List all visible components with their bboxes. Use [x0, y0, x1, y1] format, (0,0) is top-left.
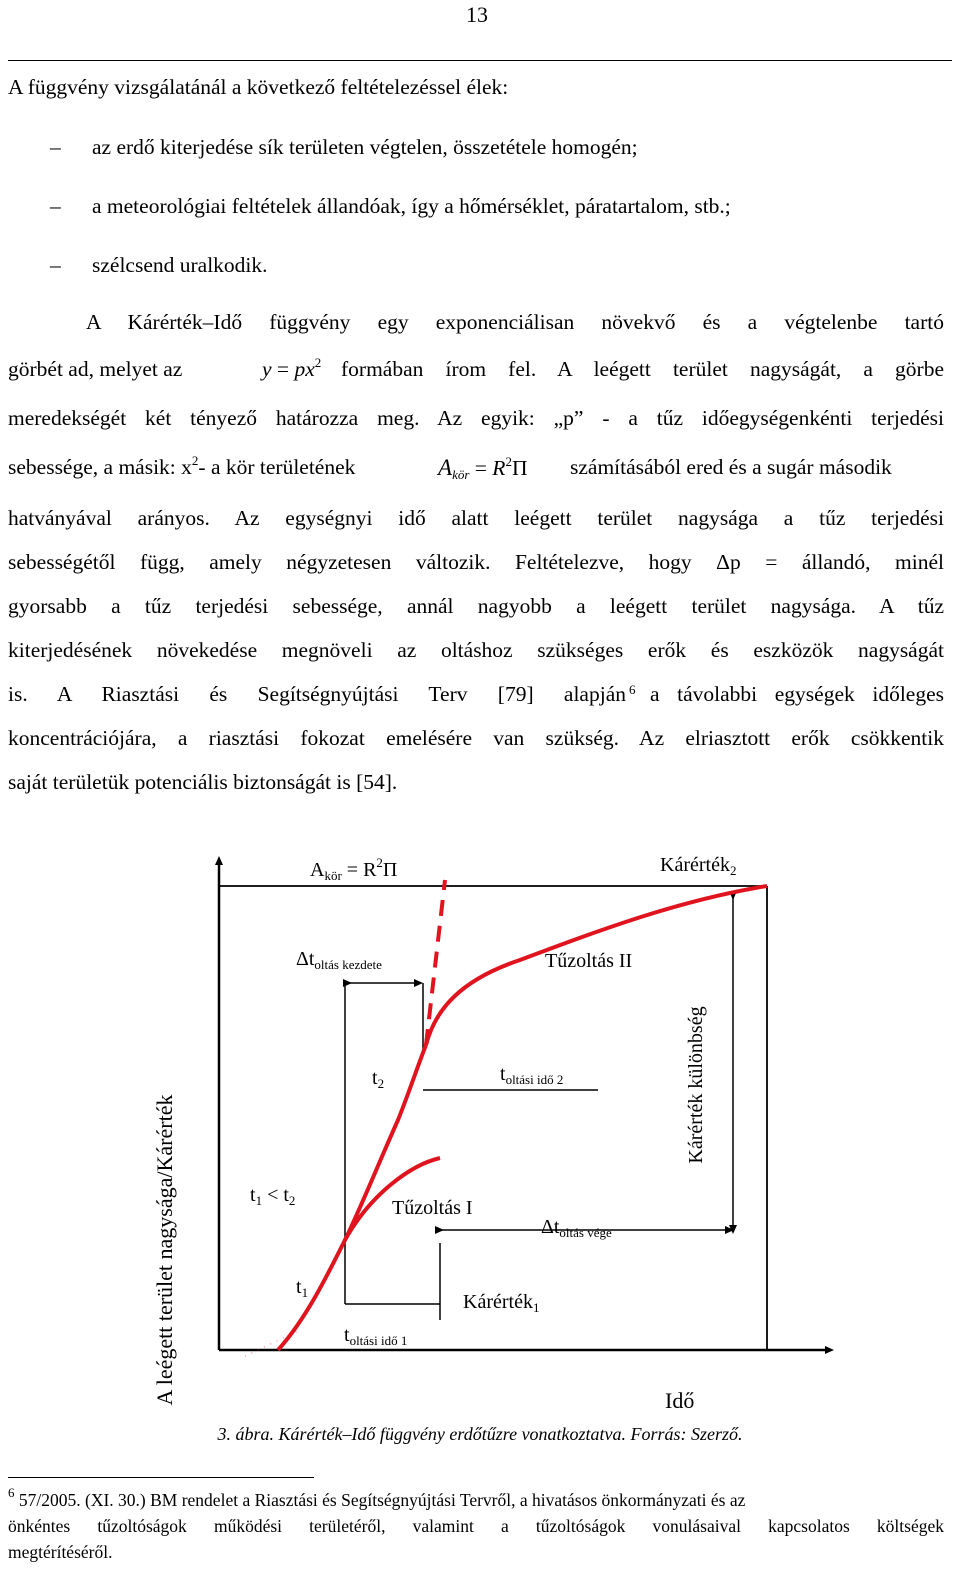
- label-text: t: [372, 1067, 378, 1089]
- bullet-dash: –: [50, 194, 61, 218]
- intro-line: A függvény vizsgálatánál a következő feltételezéssel élek:: [8, 75, 509, 99]
- formula-sub: kör: [324, 868, 342, 883]
- label-text: t: [500, 1063, 506, 1085]
- paragraph-line: meredekségét két tényező határozza meg. Az egyik: „p” - a tűz időegységenkénti terjedési: [8, 406, 944, 430]
- paragraph-line: sebességétől függ, amely négyzetesen változik. Feltételezve, hogy Δp = állandó, minél: [8, 550, 944, 574]
- formula-pi: Π: [382, 859, 398, 881]
- bullet-dash: –: [50, 135, 61, 159]
- karertek2-label: [660, 854, 736, 878]
- x-axis-label: Idő: [665, 1388, 695, 1413]
- figure-diagram: [0, 820, 960, 1420]
- text-span: is. A Riasztási és Segítségnyújtási Terv [79] alapján: [8, 682, 626, 706]
- label-sub: oltási idő 2: [505, 1072, 564, 1087]
- label-sub: 1: [255, 1193, 263, 1208]
- exponent: 2: [191, 453, 199, 468]
- label-sub: oltási idő 1: [349, 1333, 408, 1348]
- footnote-text: 57/2005. (XI. 30.) BM rendelet a Riasztási és Segítségnyújtási Tervről, a hivatásos önkormányzati és az: [14, 1490, 746, 1510]
- inline-formula: [262, 357, 321, 382]
- text-span: [8, 455, 355, 480]
- toltasi-ido1-label: [344, 1324, 407, 1348]
- dt-vege-label: [541, 1216, 612, 1240]
- bullet-text: szélcsend uralkodik.: [92, 253, 268, 277]
- formula-exp: 2: [314, 355, 322, 370]
- figure-caption: 3. ábra. Kárérték–Idő függvény erdőtűzre vonatkoztatva. Forrás: Szerző.: [217, 1424, 743, 1444]
- text-span: - a kör területének: [198, 455, 356, 479]
- text-span: formában írom fel. A leégett terület nagyságát, a görbe: [341, 357, 944, 381]
- footnote-rule: [8, 1477, 314, 1478]
- formula-var: A: [438, 455, 453, 480]
- formula-var: A: [310, 859, 325, 881]
- tuzoltas1-label: Tűzoltás I: [392, 1197, 473, 1219]
- paragraph-line: saját területük potenciális biztonságát is [54].: [8, 770, 398, 794]
- y-axis-label: A leégett terület nagysága/Kárérték: [152, 1094, 177, 1406]
- formula-exp: 2: [376, 855, 383, 870]
- label-text: t: [344, 1324, 350, 1346]
- formula-exp: 2: [505, 454, 512, 469]
- karertek1-label: [463, 1291, 539, 1315]
- bullet-dash: –: [50, 253, 61, 277]
- text-span: görbét ad, melyet az: [8, 357, 183, 381]
- label-text: Kárérték: [463, 1291, 533, 1313]
- karertek-kulonbseg-label: Kárérték különbség: [685, 1006, 707, 1164]
- t1-lt-t2-label: [250, 1184, 295, 1208]
- label-text: Δt: [541, 1216, 560, 1238]
- formula-eq: =: [469, 456, 493, 480]
- text-span: a távolabbi egységek időleges: [650, 682, 944, 706]
- label-sub: 2: [377, 1076, 385, 1091]
- formula-var: y: [262, 357, 272, 381]
- formula-var: px: [294, 357, 315, 381]
- bullet-text: a meteorológiai feltételek állandóak, így a hőmérséklet, páratartalom, stb.;: [92, 194, 731, 218]
- paragraph-line: gyorsabb a tűz terjedési sebessége, annál nagyobb a leégett terület nagysága. A tűz: [8, 594, 944, 618]
- label-sub: oltás kezdete: [314, 957, 382, 972]
- formula-var: R: [492, 456, 506, 480]
- label-sub: 1: [301, 1285, 309, 1300]
- formula-eq: =: [271, 357, 295, 381]
- toltasi-ido2-label: [500, 1063, 563, 1087]
- page-number: 13: [466, 2, 488, 27]
- label-text: Kárérték: [660, 854, 730, 876]
- footnote-line: [8, 1485, 944, 1511]
- t2-label: [372, 1067, 384, 1091]
- label-sub: oltás vége: [559, 1225, 612, 1240]
- footnote-mark: 6: [8, 1485, 15, 1500]
- formula-sub: kör: [452, 467, 470, 482]
- paragraph-line: kiterjedésének növekedése megnöveli az oltáshoz szükséges erők és eszközök nagyságát: [8, 638, 944, 662]
- paragraph-line: A Kárérték–Idő függvény egy exponenciálisan növekvő és a végtelenbe tartó: [86, 310, 944, 334]
- bullet-text: az erdő kiterjedése sík területen végtelen, összetétele homogén;: [92, 135, 638, 159]
- label-text: Δt: [296, 948, 315, 970]
- footnote-line: megtérítéséről.: [8, 1542, 113, 1562]
- paragraph-line: hatványával arányos. Az egységnyi idő alatt leégett terület nagysága a tűz terjedési: [8, 506, 944, 530]
- label-sub: 1: [532, 1300, 540, 1315]
- dt-kezdete-label: [296, 948, 382, 972]
- text-span: sebessége, a másik: x: [8, 455, 192, 479]
- t1-label: [296, 1276, 308, 1300]
- area-formula: [310, 855, 397, 883]
- inline-formula: [438, 455, 527, 481]
- label-text: t: [296, 1276, 302, 1298]
- tuzoltas2-label: Tűzoltás II: [545, 950, 633, 972]
- paragraph-line: koncentrációjára, a riasztási fokozat emelésére van szükség. Az elriasztott erők csökkentik: [8, 726, 944, 750]
- header-rule: [8, 60, 952, 61]
- label-text: t: [250, 1184, 256, 1206]
- formula-pi: Π: [511, 456, 528, 480]
- label-sub: 2: [288, 1193, 296, 1208]
- footnote-line: önkéntes tűzoltóságok működési területéről, valamint a tűzoltóságok vonulásaival kapcsolatos költségek: [8, 1516, 944, 1536]
- label-text: < t: [262, 1184, 289, 1206]
- formula-rest: = R: [341, 859, 377, 881]
- text-span: számításából ered és a sugár második: [570, 455, 892, 479]
- label-sub: 2: [729, 863, 737, 878]
